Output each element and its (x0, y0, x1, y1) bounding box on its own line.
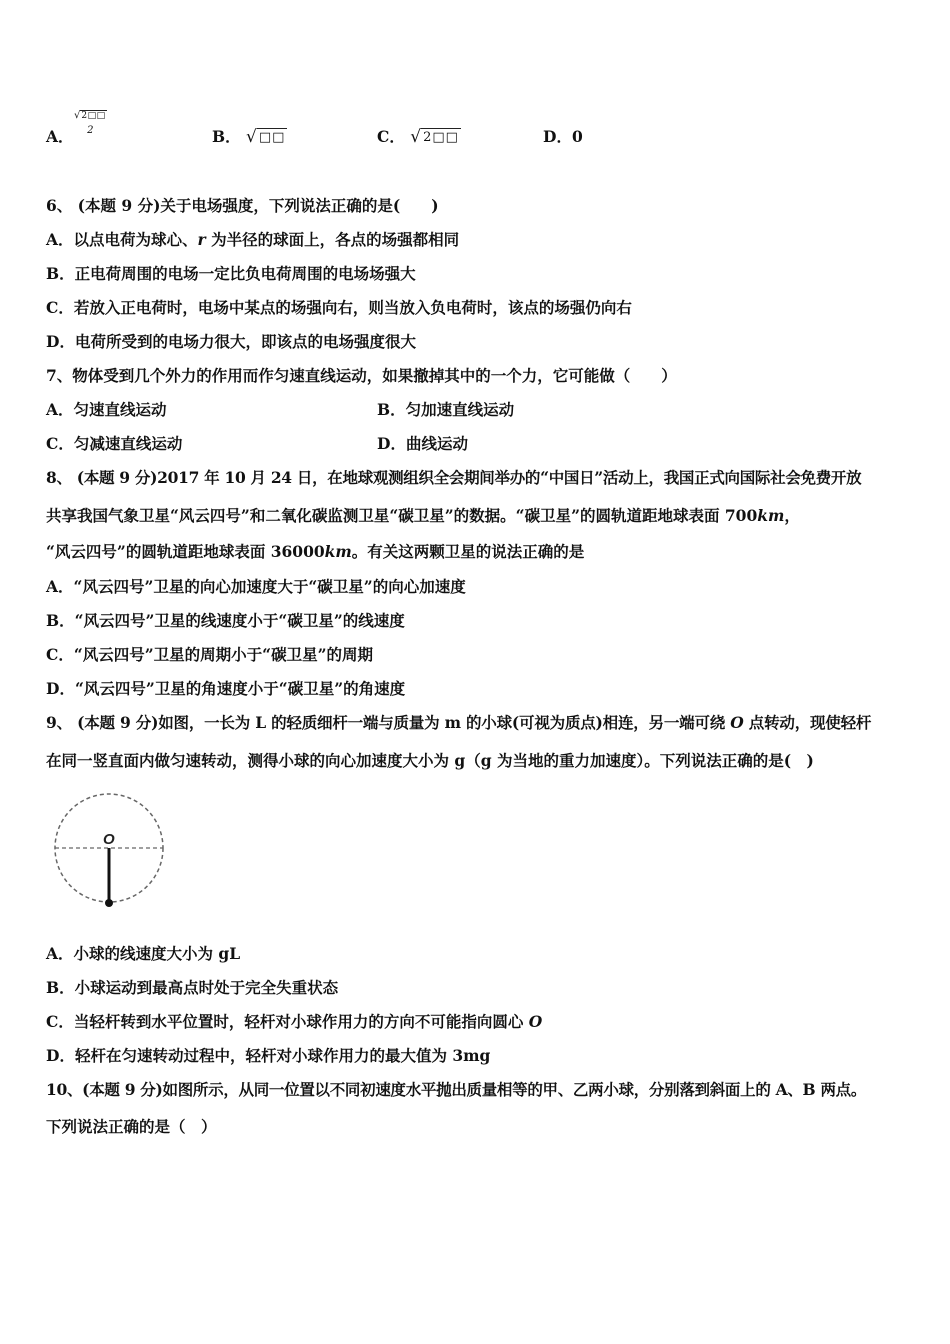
q10-stem-line1: 10、(本题 9 分)如图所示，从同一位置以不同初速度水平抛出质量相等的甲、乙两小球，分别落到斜面上的 A、B 两点。 (46, 1080, 867, 1099)
q8-option-b: B．“风云四号”卫星的线速度小于“碳卫星”的线速度 (46, 611, 405, 630)
q8-option-d: D．“风云四号”卫星的角速度小于“碳卫星”的角速度 (46, 679, 406, 698)
q9-stem-line1: 9、 (本题 9 分)如图，一长为 L 的轻质细杆一端与质量为 m 的小球(可视为质点)相连，另一端可绕 O 点转动，现使轻杆 (46, 713, 872, 732)
q7-option-b: B．匀加速直线运动 (377, 400, 515, 419)
q7-option-d: D．曲线运动 (377, 434, 468, 453)
q7-stem: 7、物体受到几个外力的作用而作匀速直线运动，如果撤掉其中的一个力，它可能做（ ） (46, 366, 677, 385)
q8-option-a: A．“风云四号”卫星的向心加速度大于“碳卫星”的向心加速度 (46, 577, 466, 596)
q5-option-a-label: A． (46, 127, 74, 146)
q5-option-d-text: 0 (571, 127, 583, 146)
q6-option-b: B．正电荷周围的电场一定比负电荷周围的电场场强大 (46, 264, 416, 283)
q5-option-c-sqrt: √ 2□□ (410, 127, 459, 147)
q5-a-denominator: 2 (87, 125, 94, 136)
q9-option-c: C．当轻杆转到水平位置时，轻杆对小球作用力的方向不可能指向圆心 O (46, 1012, 543, 1031)
q7-option-a: A．匀速直线运动 (46, 400, 167, 419)
q8-stem-line2: 共享我国气象卫星“风云四号”和二氧化碳监测卫星“碳卫星”的数据。“碳卫星”的圆轨道距地球表面 700km， (46, 506, 800, 525)
q5-option-a-fraction (74, 110, 107, 136)
q9-stem-line2: 在同一竖直面内做匀速转动，测得小球的向心加速度大小为 g（g 为当地的重力加速度）。下列说法正确的是( ) (46, 751, 814, 770)
figure-label-o: O (103, 831, 115, 848)
q9-option-d: D．轻杆在匀速转动过程中，轻杆对小球作用力的最大值为 3mg (46, 1046, 491, 1065)
q5-option-b (212, 127, 287, 147)
q6-option-a: A．以点电荷为球心、r 为半径的球面上，各点的场强都相同 (46, 230, 460, 249)
q5-option-a (46, 127, 74, 147)
q10-stem-line2: 下列说法正确的是（ ） (46, 1117, 217, 1136)
q7-option-c: C．匀减速直线运动 (46, 434, 183, 453)
sqrt-sign: √ (74, 110, 81, 121)
q5-option-b-label: B． (212, 127, 241, 146)
q9-figure-circle-rod (46, 784, 170, 914)
q6-stem: 6、 (本题 9 分)关于电场强度，下列说法正确的是( ) (46, 196, 439, 215)
q6-option-c: C．若放入正电荷时，电场中某点的场强向右，则当放入负电荷时，该点的场强仍向右 (46, 298, 632, 317)
q9-option-a: A．小球的线速度大小为 gL (46, 944, 241, 963)
q8-stem-line1: 8、 (本题 9 分)2017 年 10 月 24 日，在地球观测组织全会期间举办的“中国日”活动上，我国正式向国际社会免费开放 (46, 468, 862, 487)
q6-option-d: D．电荷所受到的电场力很大，即该点的电场强度很大 (46, 332, 416, 351)
q5-option-c-label: C． (377, 127, 405, 146)
q5-option-c (377, 127, 461, 147)
ball (105, 899, 113, 907)
q5-option-d-label: D． (543, 127, 572, 146)
q8-option-c: C．“风云四号”卫星的周期小于“碳卫星”的周期 (46, 645, 373, 664)
q9-option-b: B．小球运动到最高点时处于完全失重状态 (46, 978, 339, 997)
q8-stem-line3: “风云四号”的圆轨道距地球表面 36000km。有关这两颗卫星的说法正确的是 (46, 542, 585, 561)
q5-a-radicand: 2□□ (81, 111, 106, 121)
q5-option-d (543, 127, 583, 147)
q5-option-b-sqrt: √ □□ (246, 127, 286, 147)
